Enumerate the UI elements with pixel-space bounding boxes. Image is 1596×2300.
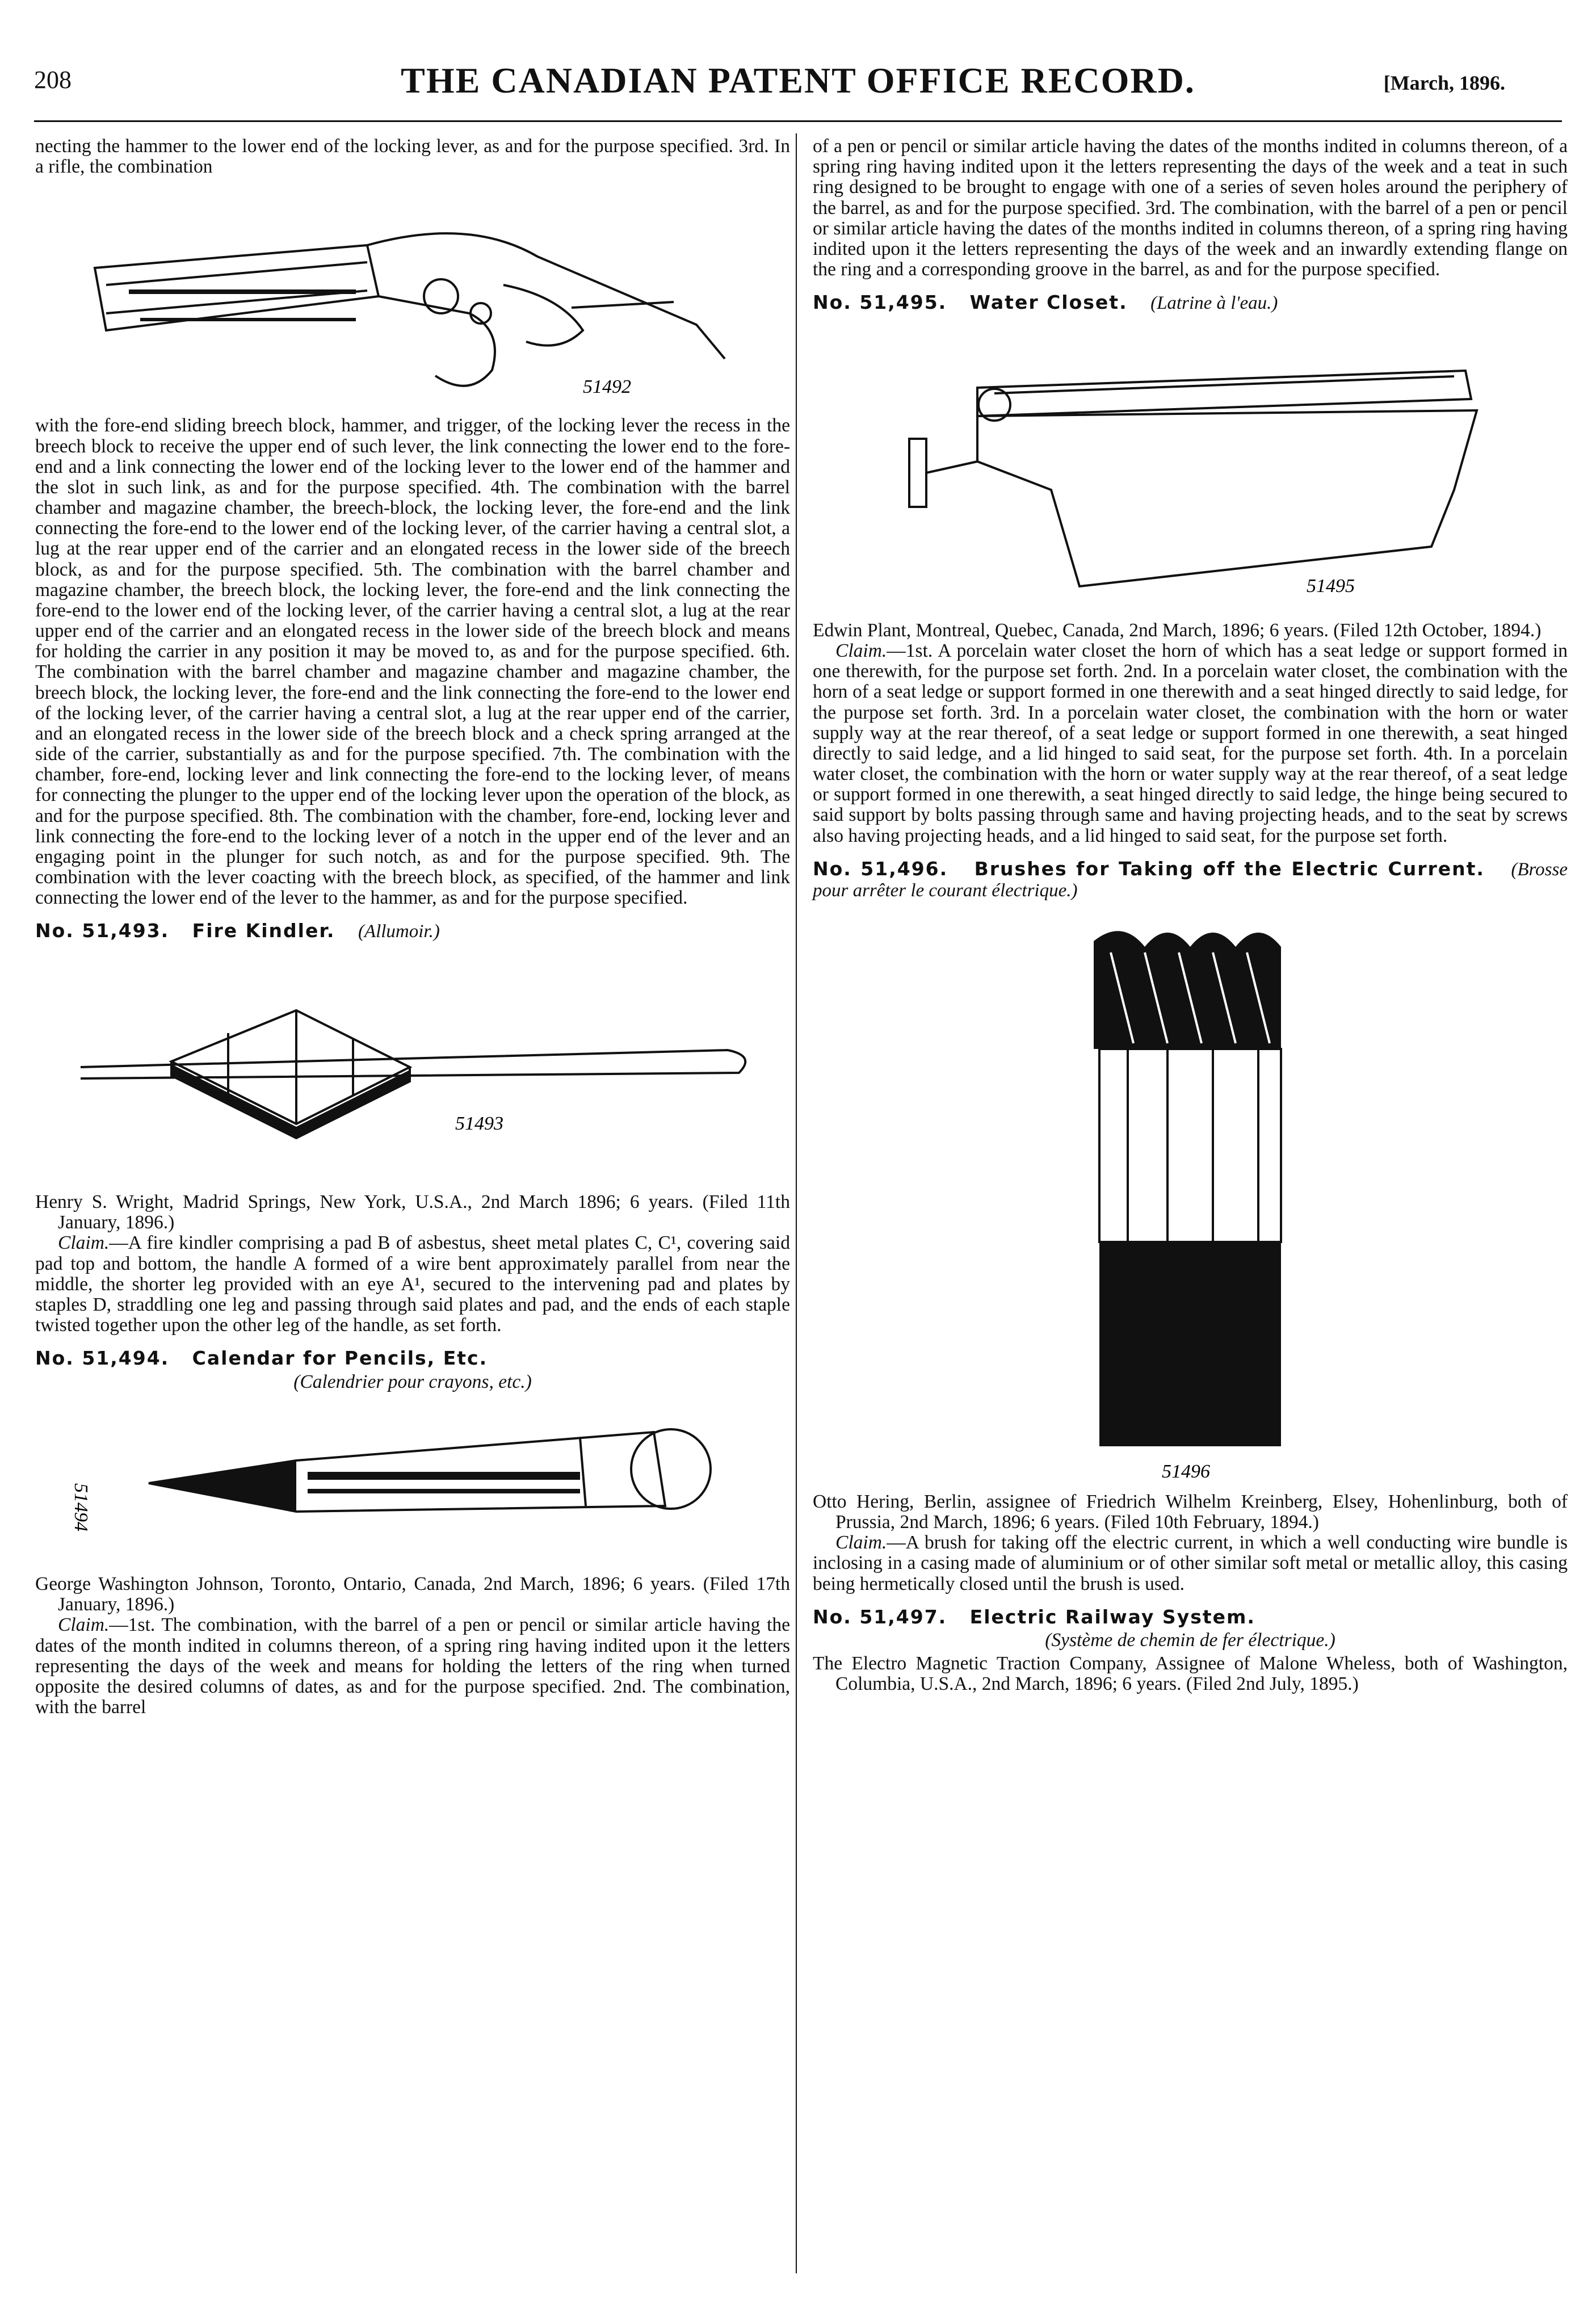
entry-51495-heading [813,292,1568,314]
fire-kindler-figure-label: 51493 [455,1113,503,1135]
entry-51496-claim [813,1533,1568,1594]
entry-51493-claim-text: —A fire kindler comprising a pad B of asbestus, sheet metal plates C, C¹, covering said pad top and bottom, the handle A formed of a wire bent approximately parallel from near the middle, the shorter leg provided with an eye A¹, secured to the intervening pad and plates by staples D, straddling one leg and passing through said plates and pad, and the ends of each staple twisted together upon the other leg of the handle, as set forth. [35,1232,790,1336]
entry-51495-claim-label: Claim. [835,640,887,661]
rifle-figure [72,183,753,410]
entry-51496-number: No. 51,496. [813,857,948,880]
entry-51493-claim-label: Claim. [58,1232,110,1254]
brush-figure-label: 51496 [1162,1460,1210,1482]
page-number: 208 [34,66,72,94]
entry-51494-claim-label: Claim. [58,1614,110,1636]
brush-figure [1020,907,1360,1486]
entry-51496-heading [813,859,1568,901]
entry-51497-title: Electric Railway System. [969,1605,1255,1628]
right-column [813,136,1568,1694]
intro-paragraph-1: necting the hammer to the lower end of the locking lever, as and for the purpose specified. 3rd. In a rifle, the combination [35,136,790,178]
column-divider [796,133,797,2273]
entry-51494-heading [35,1348,790,1369]
entry-51493-patentee: Henry S. Wright, Madrid Springs, New York, U.S.A., 2nd March 1896; 6 years. (Filed 11th January, 1896.) [35,1191,790,1233]
left-column [35,136,790,1718]
continued-paragraph: of a pen or pencil or similar article having the dates of the months indited in columns thereon, of a spring ring having indited upon it the letters representing the days of the week and a teat in such ring designed to be brought to engage with one of a series of seven holes around the periphery of the barrel, as and for the purpose specified. 3rd. The combination, with the barrel of a pen or pencil or similar article having the dates of the months indited in columns thereon, of a spring ring having indited upon it the letters representing the days of the week and an inwardly extending flange on the ring and a corresponding groove in the barrel, as and for the purpose specified. [813,136,1568,280]
entry-51495-title: Water Closet. [969,291,1128,314]
header-rule [34,120,1562,122]
entry-51494-title: Calendar for Pencils, Etc. [192,1347,488,1370]
entry-51496-claim-text: —A brush for taking off the electric current, in which a well conducting wire bundle is inclosing in a casing made of aluminium or of other similar soft metal or metallic alloy, this casing being hermetically closed until the brush is used. [813,1532,1568,1594]
entry-51495-french-title: (Latrine à l'eau.) [1150,293,1278,314]
entry-51494-french-title: (Calendrier pour crayons, etc.) [293,1371,532,1392]
water-closet-figure-label: 51495 [1307,575,1355,597]
publication-title: THE CANADIAN PATENT OFFICE RECORD. [401,60,1195,100]
entry-51494-number: No. 51,494. [35,1347,170,1370]
pencil-figure-label: 51494 [70,1483,91,1532]
entry-51494-claim-text: —1st. The combination, with the barrel of a pen or pencil or similar article having the dates of the month indited in columns thereon, of a spring ring having indited upon it the letters representing the days of the week and means for holding the letters of the ring when turned opposite the desired columns of dates, as and for the purpose specified. 2nd. The combination, with the barrel [35,1614,790,1718]
entry-51494-claim [35,1615,790,1718]
entry-51496-title: Brushes for Taking off the Electric Current. [974,857,1485,880]
entry-51493-number: No. 51,493. [35,920,170,942]
pencil-calendar-figure [58,1398,767,1568]
entry-51495-number: No. 51,495. [813,291,947,314]
entry-51493-french-title: (Allumoir.) [358,921,440,942]
entry-51497-heading [813,1607,1568,1627]
entry-51493-claim [35,1233,790,1336]
rifle-figure-label: 51492 [583,376,631,398]
intro-paragraph-2: with the fore-end sliding breech block, hammer, and trigger, of the locking lever the recess in the breech block to receive the upper end of such lever, the link connecting the lower end to the fore-end and a link connecting the lower end of the locking lever to the lower end of the hammer and the slot in such link, as and for the purpose specified. 4th. The combination with the barrel chamber and magazine chamber, the breech-block, the locking lever, the fore-end and the link connecting the fore-end to the lower end of the locking lever, of the carrier having a central slot, a lug at the rear upper end of the carrier and an elongated recess in the lower side of the breech block, as and for the purpose specified. 5th. The combination with the barrel chamber and magazine chamber, the breech block, the locking lever, the fore-end and the link connecting the fore-end to the lower end of the locking lever, of the carrier having a central slot, a lug at the rear upper end of the carrier and an elongated recess in the lower side of the breech block and means for holding the carrier in any position it may be moved to, as and for the purpose specified. 6th. The combination with the barrel chamber and magazine chamber and magazine chamber, the breech block, the locking lever, the fore-end and the link connecting the fore-end to the lower end of the locking lever, of the carrier having a central slot, a lug at the rear upper end of the carrier, and an elongated recess in the lower side of the breech block and a check spring arranged at the side of the carrier, substantially as and for the purpose specified. 7th. The combination with the chamber, fore-end, locking lever and link connecting the fore-end to the locking lever, of means for connecting the plunger to the upper end of the locking lever upon the operation of the block, as and for the purpose specified. 8th. The combination with the chamber, fore-end, locking lever and link connecting the fore-end to the locking lever of a notch in the upper end of the lever and an engaging point in the plunger for such notch, as and for the purpose specified. 9th. The combination with the lever coacting with the breech block, as specified, of the hammer and link connecting the lower end of the lever to the hammer, as and for the purpose specified. [35,415,790,909]
fire-kindler-figure [58,948,767,1186]
entry-51493-title: Fire Kindler. [192,920,335,942]
entry-51495-claim-text: —1st. A porcelain water closet the horn of which has a seat ledge or support formed in one therewith, for the purpose set forth. 2nd. In a porcelain water closet, the combination with the horn of a seat ledge or support formed in one therewith and a seat hinged directly to said ledge, for the purpose set forth. 3rd. In a porcelain water closet, the combination with the horn or water supply way at the rear thereof, of a seat ledge or support formed in one therewith, a seat hinged directly to said ledge, and a lid hinged to said seat, for the purpose set forth. 4th. In a porcelain water closet, the combination with the horn or water supply way at the rear thereof, of a seat ledge or support formed in one therewith, a seat hinged directly to said ledge, the hinge being secured to said support by bolts passing through same and having projecting heads, and to the seat by screws also having projecting heads, and a lid hinged to said seat, for the purpose set forth. [813,640,1568,846]
entry-51496-claim-label: Claim. [835,1532,887,1554]
water-closet-figure [864,320,1517,615]
entry-51495-patentee: Edwin Plant, Montreal, Quebec, Canada, 2nd March, 1896; 6 years. (Filed 12th October, 1894.) [813,619,1542,641]
entry-51493-heading [35,921,790,942]
entry-51497-french-title: (Système de chemin de fer électrique.) [1045,1630,1335,1651]
entry-51497-number: No. 51,497. [813,1605,947,1628]
entry-51495-claim [813,641,1568,846]
issue-date: [March, 1896. [1383,72,1505,94]
entry-51496-french-title: (Brosse pour arrêter le courant électrique.) [813,859,1568,901]
entry-51497-patentee: The Electro Magnetic Traction Company, Assignee of Malone Wheless, both of Washington, Columbia, U.S.A., 2nd March, 1896; 6 years. (Filed 2nd July, 1895.) [813,1652,1568,1694]
entry-51494-patentee: George Washington Johnson, Toronto, Ontario, Canada, 2nd March, 1896; 6 years. (Filed 17th January, 1896.) [35,1573,790,1615]
page-header [0,0,1596,114]
entry-51496-patentee: Otto Hering, Berlin, assignee of Friedrich Wilhelm Kreinberg, Elsey, Hohenlinburg, both of Prussia, 2nd March, 1896; 6 years. (Filed 10th February, 1894.) [813,1491,1568,1533]
